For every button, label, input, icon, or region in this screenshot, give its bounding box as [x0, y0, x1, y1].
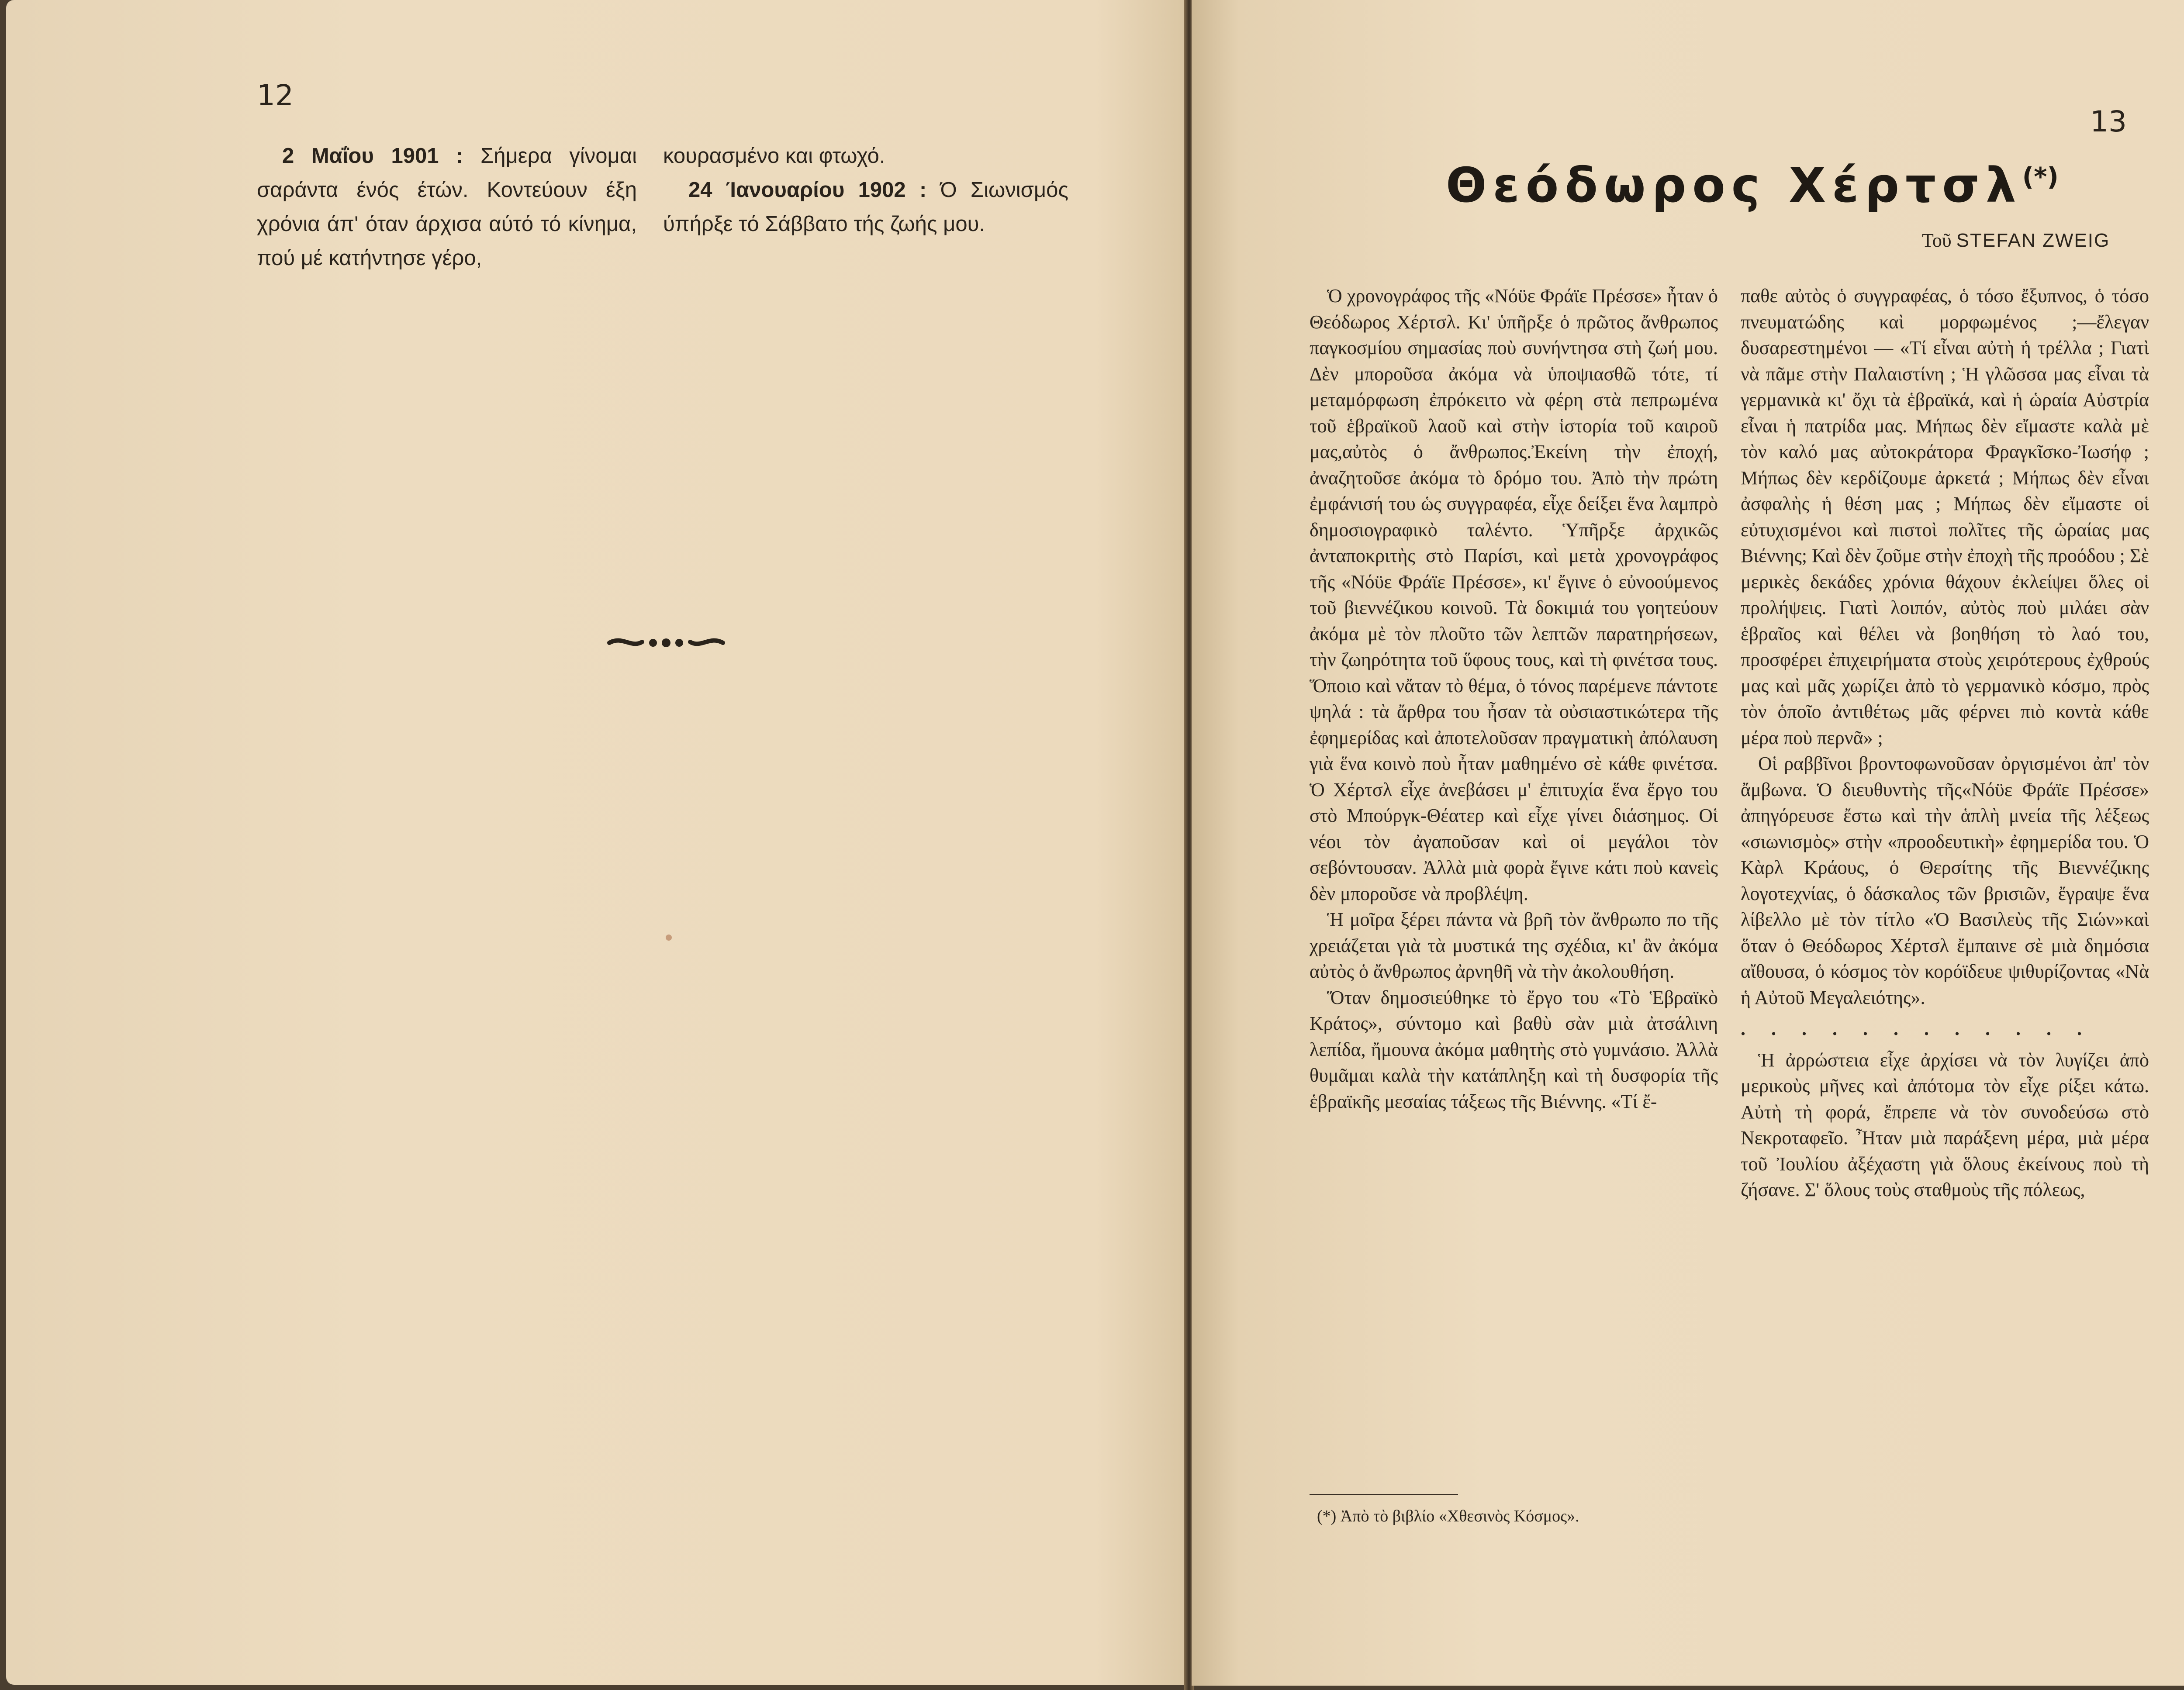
- paragraph: Ἡ ἀρρώστεια εἶχε ἀρχίσει νὰ τὸν λυγίζει ἀπὸ μερικοὺς μῆνες καὶ ἀπότομα τὸν εἶχε ρίξει κάτω. Αὐτὴ τὴ φορά, ἔπρεπε νὰ τὸν συνοδεύσω στὸ Νεκροταφεῖο. Ἦταν μιὰ παράξενη μέρα, μιὰ μέρα τοῦ Ἰουλίου ἀξέχαστη γιὰ ὅλους ἐκείνους ποὺ τὴ ζήσανε. Σ' ὅλους τοὺς σταθμοὺς τῆς πόλεως,: [1741, 1049, 2149, 1200]
- article-title-text: Θεόδωρος Χέρτσλ: [1446, 157, 2022, 213]
- footnote-rule: [1310, 1494, 1458, 1495]
- diary-entry-2: [663, 173, 1068, 241]
- separator-dots: . . . . . . . . . . . .: [1741, 1018, 2092, 1039]
- footnote-text: Ἀπὸ τὸ βιβλίο «Χθεσινὸς Κόσμος».: [1340, 1507, 1579, 1525]
- article-title: [1446, 157, 2059, 213]
- diary-column-2: [663, 139, 1068, 241]
- page-number-right: 13: [2090, 105, 2127, 138]
- paper-spot: [666, 935, 672, 941]
- byline-prefix: Τοῦ: [1922, 230, 1952, 251]
- footnote: [1317, 1507, 1579, 1526]
- paragraph: παθε αὐτὸς ὁ συγγραφέας, ὁ τόσο ἔξυπνος, ὁ τόσο πνευματώδης καὶ μορφωμένος ;—ἔλεγαν δυσαρεστημένοι — «Τί εἶναι αὐτὴ ἡ τρέλλα ; Γιατὶ νὰ πᾶμε στὴν Παλαιστίνη ; Ἡ γλῶσσα μας εἶναι τὰ γερμανικὰ κι' ὄχι τὰ ἑβραϊκά, καὶ ἡ ὡραία Αὐστρία εἶναι ἡ πατρίδα μας. Μήπως δὲν εἴμαστε καλὰ μὲ τὸν καλό μας αὐτοκράτορα Φραγκῖσκο-Ἰωσήφ ; Μήπως δὲν κερδίζουμε ἀρκετά ; Μήπως δὲν εἶναι ἀσφαλὴς ἡ θέση μας ; Μήπως δὲν εἴμαστε οἱ εὐτυχισμένοι καὶ πιστοὶ πολῖτες τῆς ὡραίας μας Βιέννης; Καὶ δὲν ζοῦμε στὴν ἐποχὴ τῆς προόδου ; Σὲ μερικὲς δεκάδες χρόνια θάχουν ἐκλείψει ὅλες οἱ προλήψεις. Γιατὶ λοιπόν, αὐτὸς ποὺ μιλάει σὰν ἑβραῖος καὶ θέλει νὰ βοηθήση τὸ λαό του, προσφέρει ἐπιχειρήματα στοὺς χειρότερους ἐχθρούς μας καὶ μᾶς χωρίζει ἀπὸ τὸ γερμανικὸ κόσμο, πρὸς τὸν ὁποῖο ἀντιθέτως μᾶς φέρνει πιὸ κοντὰ κάθε μέρα ποὺ περνᾶ» ;: [1741, 285, 2149, 748]
- diary-date-2: 24 Ίανουαρίου 1902 :: [688, 178, 927, 202]
- ornament-divider-icon: [601, 624, 732, 659]
- paragraph: Ὅταν δημοσιεύθηκε τὸ ἔργο του «Τὸ Ἑβραϊκὸ Κράτος», σύντομο καὶ βαθὺ σὰν μιὰ ἀτσάλινη λεπίδα, ἤμουνα ἀκόμα μαθητὴς στὸ γυμνάσιο. Ἀλλὰ θυμᾶμαι καλὰ τὴν κατάπληξη καὶ τὴ δυσφορία τῆς ἑβραϊκῆς μεσαίας τάξεως τῆς Βιέννης. «Τί ἔ-: [1310, 986, 1718, 1112]
- page-number-left: 12: [257, 79, 294, 112]
- diary-text-2: Ό Σιωνισμός ύπήρξε τό Σάββατο τής ζωής μου.: [663, 178, 1068, 236]
- byline-author: STEFAN ZWEIG: [1956, 230, 2110, 251]
- byline: [1922, 229, 2110, 252]
- diary-entry-1-cont: κουρασμένο και φτωχό.: [663, 144, 885, 168]
- diary-entry-1: [257, 139, 637, 275]
- article-column-2: [1741, 283, 2149, 1203]
- paragraph: Οἱ ραββῖνοι βροντοφωνοῦσαν ὀργισμένοι ἀπ' τὸν ἄμβωνα. Ὁ διευθυντὴς τῆς«Νόϋε Φράϊε Πρέσσε» ἀπηγόρευσε ἔστω καὶ τὴν ἁπλὴ μνεία τῆς λέξεως «σιωνισμὸς» στὴν «προοδευτικὴ» ἐφημερίδα του. Ὁ Κὰρλ Κράους, ὁ Θερσίτης τῆς Βιεννέζικης λογοτεχνίας, ὁ δάσκαλος τῶν βρισιῶν, ἔγραψε ἕνα λίβελλο μὲ τὸν τίτλο «Ὁ Βασιλεὺς τῆς Σιών»καὶ ὅταν ὁ Θεόδωρος Χέρτσλ ἔμπαινε σὲ μιὰ δημόσια αἴθουσα, ὁ κόσμος τὸν κορόϊδευε ψιθυρίζοντας «Νὰ ἡ Αὐτοῦ Μεγαλειότης».: [1741, 753, 2149, 1008]
- diary-text-1: Σήμερα γίνομαι σαράντα ένός έτών. Κοντεύουν έξη χρόνια άπ' όταν άρχισα αύτό τό κίνημα, πού μέ κατήντησε γέρο,: [257, 144, 637, 270]
- paragraph: Ὁ χρονογράφος τῆς «Νόϋε Φράϊε Πρέσσε» ἦταν ὁ Θεόδωρος Χέρτσλ. Κι' ὑπῆρξε ὁ πρῶτος ἄνθρωπος παγκοσμίου σημασίας ποὺ συνήντησα στὴ ζωή μου. Δὲν μποροῦσα ἀκόμα νὰ ὑποψιασθῶ τότε, τί μεταμόρφωση ἐπρόκειτο νὰ φέρη στὰ πεπρωμένα τοῦ ἑβραϊκοῦ λαοῦ καὶ στὴν ἱστορία τοῦ καιροῦ μας,αὐτὸς ὁ ἄνθρωπος.Ἐκείνη τὴν ἐποχή, ἀναζητοῦσε ἀκόμα τὸ δρόμο του. Ἀπὸ τὴν πρώτη ἐμφάνισή του ὡς συγγραφέα, εἶχε δείξει ἕνα λαμπρὸ δημοσιογραφικὸ ταλέντο. Ὑπῆρξε ἀρχικῶς ἀνταποκριτὴς στὸ Παρίσι, καὶ μετὰ χρονογράφος τῆς «Νόϋε Φράϊε Πρέσσε», κι' ἔγινε ὁ εὐνοούμενος τοῦ βιεννέζικου κοινοῦ. Τὰ δοκιμιά του γοητεύουν ἀκόμα μὲ τὸν πλοῦτο τῶν λεπτῶν παρατηρήσεων, τὴν ζωηρότητα τοῦ ὕφους τους, καὶ τὴ φινέτσα τους. Ὅποιο καὶ νἄταν τὸ θέμα, ὁ τόνος παρέμενε πάντοτε ψηλά : τὰ ἄρθρα του ἦσαν τὰ οὐσιαστικώτερα τῆς ἐφημερίδας καὶ ἀποτελοῦσαν πραγματικὴ ἀπόλαυση γιὰ ἕνα κοινὸ ποὺ ἦταν μαθημένο σὲ κάθε φινέτσα. Ὁ Χέρτσλ εἶχε ἀνεβάσει μ' ἐπιτυχία ἕνα ἔργο του στὸ Μπούργκ-Θέατερ καὶ εἶχε γίνει διάσημος. Οἱ νέοι τὸν ἀγαποῦσαν καὶ οἱ μεγάλοι τὸν σεβόντουσαν. Ἀλλὰ μιὰ φορὰ ἔγινε κάτι ποὺ κανεὶς δὲν μποροῦσε νὰ προβλέψη.: [1310, 285, 1718, 904]
- title-footnote-mark: (*): [2022, 162, 2059, 192]
- paragraph: Ἡ μοῖρα ξέρει πάντα νὰ βρῆ τὸν ἄνθρωπο πο τῆς χρειάζεται γιὰ τὰ μυστικά της σχέδια, κι' ἂν ἀκόμα αὐτὸς ὁ ἄνθρωπος ἀρνηθῆ νὰ τὴν ἀκολουθήση.: [1310, 909, 1718, 982]
- article-column-1: [1310, 283, 1718, 1114]
- footnote-mark: (*): [1317, 1507, 1337, 1525]
- diary-column-1: [257, 139, 637, 275]
- diary-date-1: 2 Μαΐου 1901 :: [282, 144, 463, 168]
